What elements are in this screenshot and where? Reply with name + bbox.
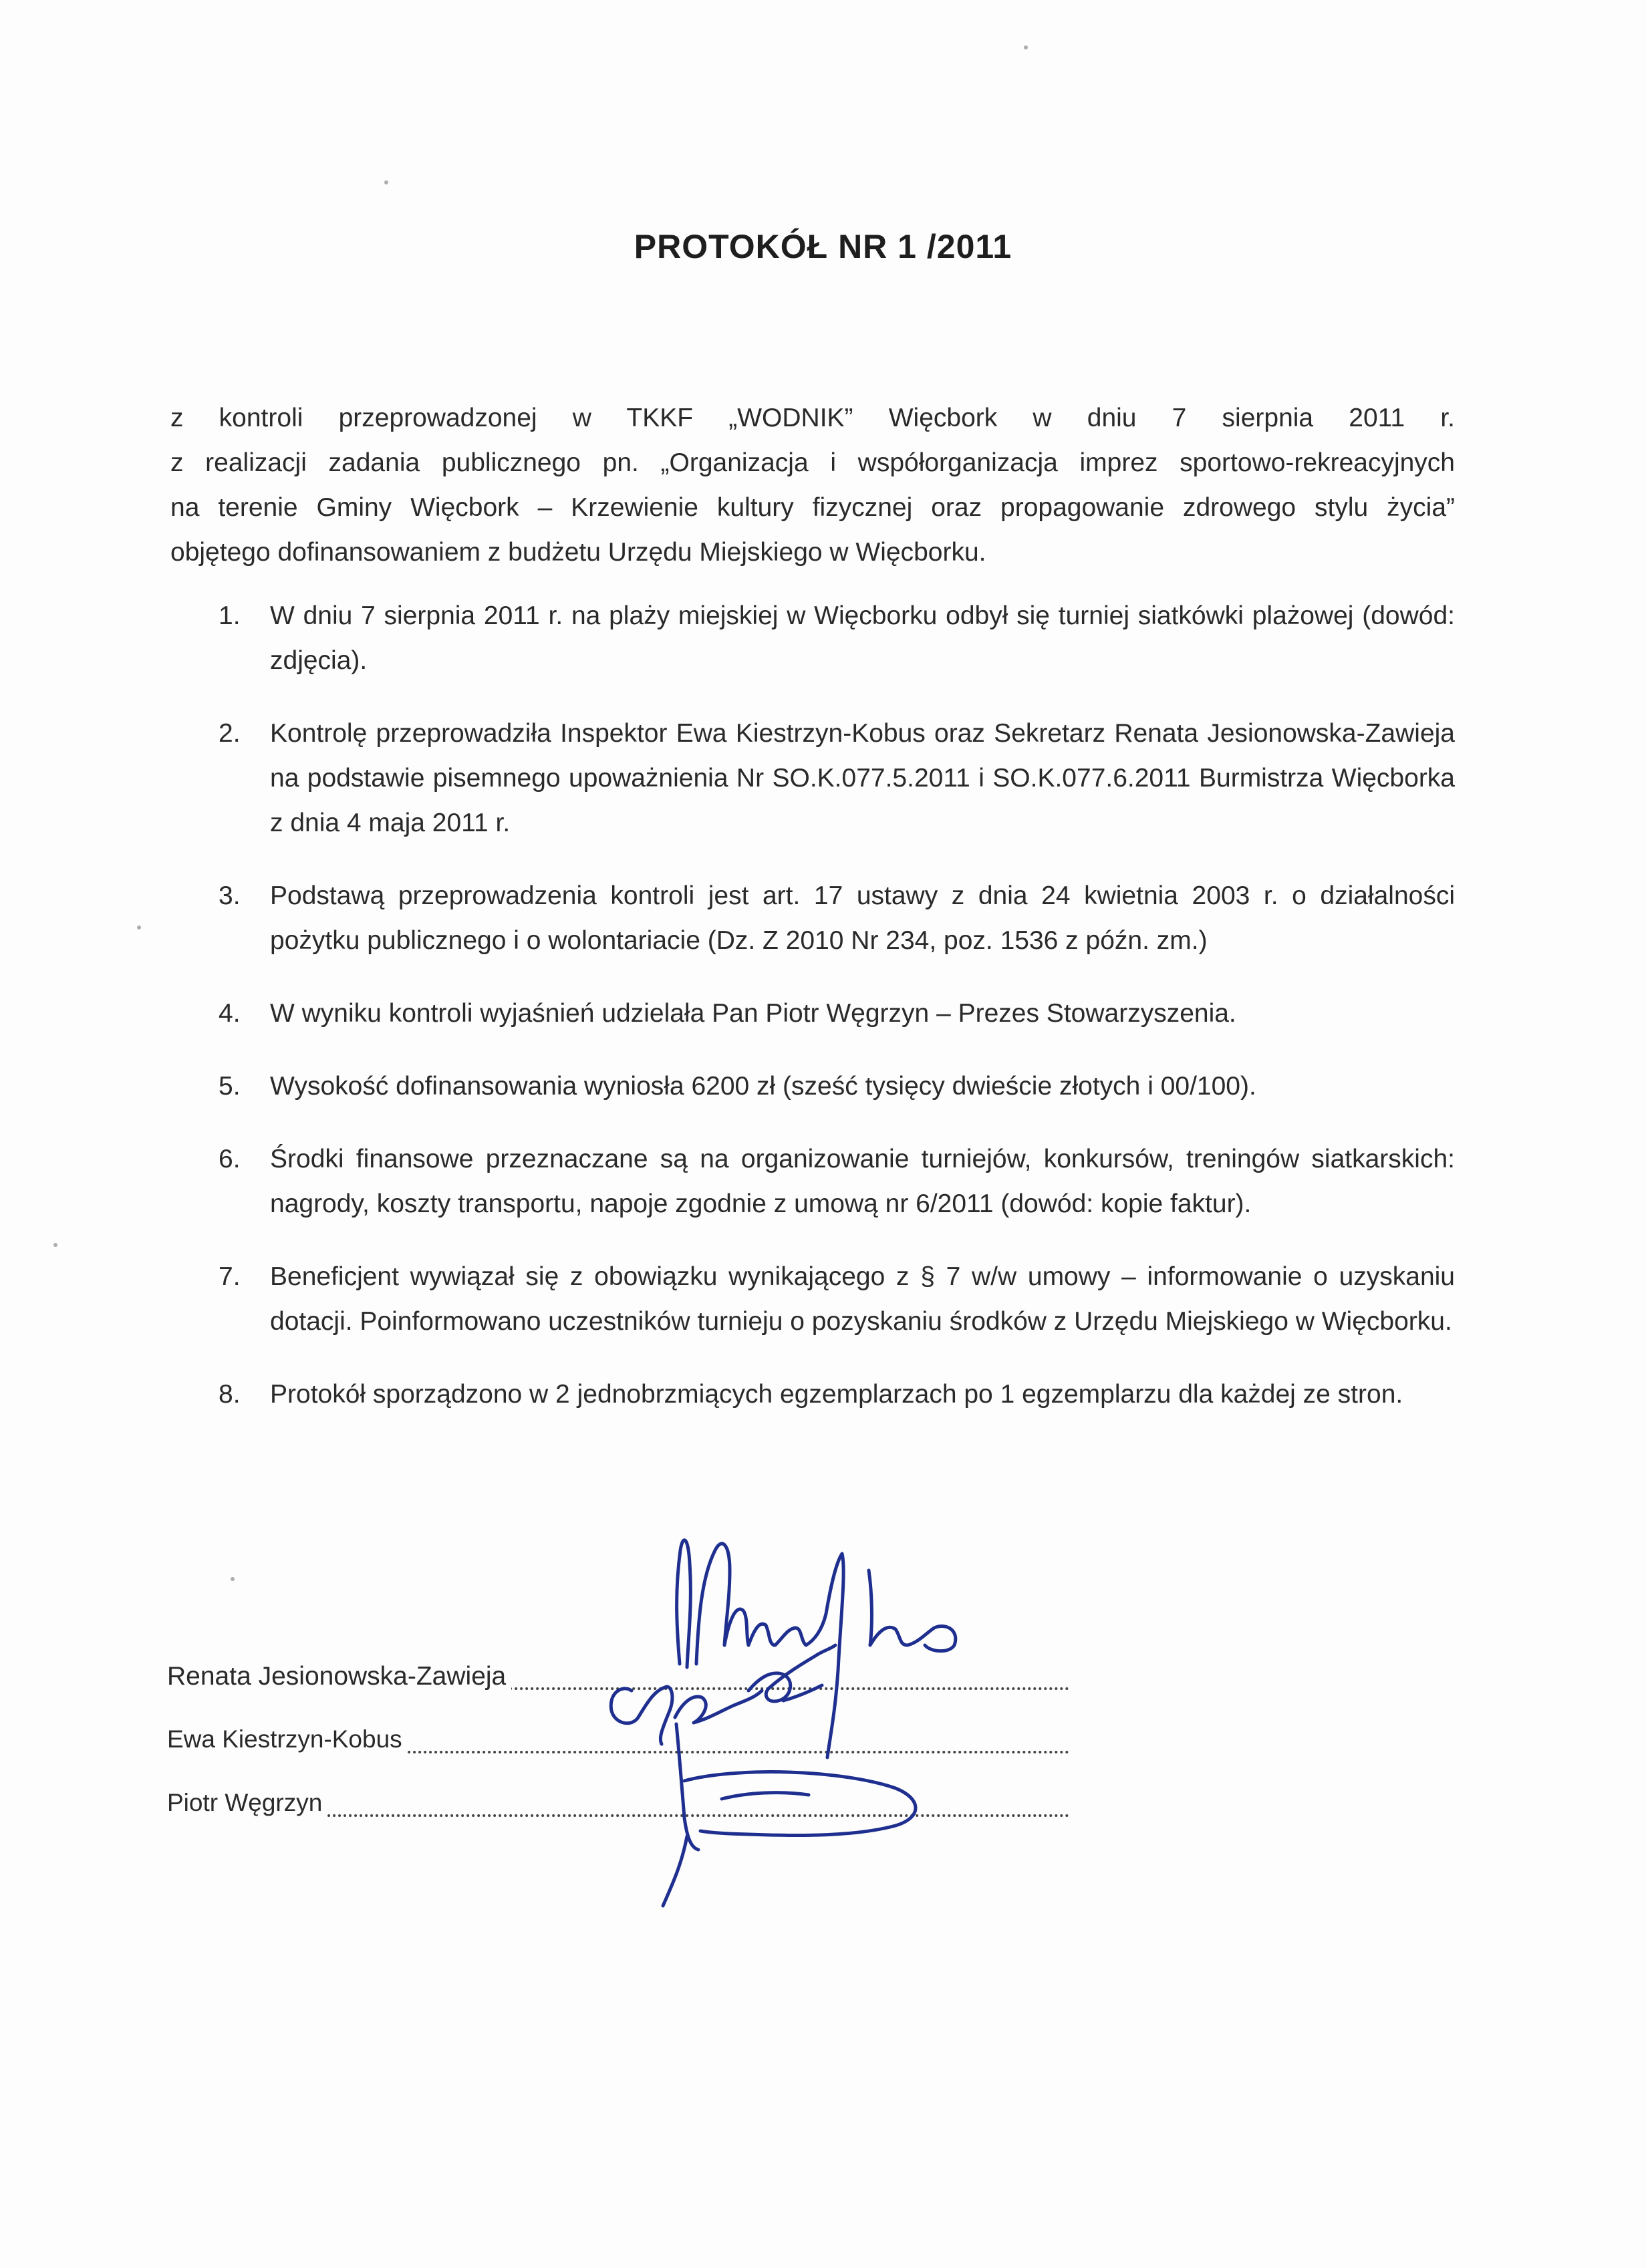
list-item xyxy=(170,1372,1455,1417)
scan-speck xyxy=(384,180,388,184)
list-item-text: Środki finansowe przeznaczane są na organizowanie turniejów, konkursów, treningów siatkarskich: nagrody, koszty transportu, napoje zgodnie z umową nr 6/2011 (dowód: kopie faktur). xyxy=(270,1145,1455,1218)
list-item xyxy=(170,593,1455,683)
intro-line: objętego dofinansowaniem z budżetu Urzędu Miejskiego w Więcborku. xyxy=(170,538,986,567)
signature-stroke xyxy=(611,1687,672,1744)
list-item-number: 5. xyxy=(219,1072,241,1101)
list-item-number: 4. xyxy=(219,999,241,1028)
list-item xyxy=(170,1064,1455,1109)
list-item xyxy=(170,873,1455,963)
signature-stroke xyxy=(696,1544,774,1664)
signatory-name: Renata Jesionowska-Zawieja xyxy=(167,1662,511,1691)
list-item-number: 7. xyxy=(219,1262,241,1291)
list-item xyxy=(170,711,1455,845)
signature-stroke xyxy=(869,1570,956,1651)
list-item-number: 2. xyxy=(219,719,241,748)
list-item-text: Beneficjent wywiązał się z obowiązku wynikającego z § 7 w/w umowy – informowanie o uzyskaniu dotacji. Poinformowano uczestników turnieju o pozyskaniu środków z Urzędu Miejskiego w Więcborku. xyxy=(270,1262,1455,1336)
signature-stroke xyxy=(775,1554,843,1757)
scan-speck xyxy=(1024,45,1028,49)
list-item-text: W dniu 7 sierpnia 2011 r. na plaży miejskiej w Więcborku odbył się turniej siatkówki plażowej (dowód: zdjęcia). xyxy=(270,601,1455,675)
list-item-text: Wysokość dofinansowania wyniosła 6200 zł (sześć tysięcy dwieście złotych i 00/100). xyxy=(270,1072,1256,1101)
intro-line: z kontroli przeprowadzonej w TKKF „WODNIK” Więcbork w dniu 7 sierpnia 2011 r. xyxy=(170,404,1455,432)
scan-speck xyxy=(137,926,141,930)
intro-paragraph xyxy=(170,396,1455,575)
handwritten-signatures xyxy=(521,1470,1069,1938)
list-item xyxy=(170,1137,1455,1226)
signatory-name: Ewa Kiestrzyn-Kobus xyxy=(167,1725,408,1753)
intro-line: na terenie Gminy Więcbork – Krzewienie kultury fizycznej oraz propagowanie zdrowego stylu życia” xyxy=(170,493,1455,522)
numbered-list xyxy=(170,593,1455,1445)
intro-line: z realizacji zadania publicznego pn. „Organizacja i współorganizacja imprez sportowo-rekreacyjnych xyxy=(170,448,1455,477)
signature-stroke xyxy=(675,1691,762,1723)
list-item-number: 1. xyxy=(219,601,241,630)
list-item-text: Kontrolę przeprowadziła Inspektor Ewa Kiestrzyn-Kobus oraz Sekretarz Renata Jesionowska-Zawieja na podstawie pisemnego upoważnienia Nr SO.K.077.5.2011 i SO.K.077.6.2011 Burmistrza Więcborka z dnia 4 maja 2011 r. xyxy=(270,719,1455,837)
signature-stroke xyxy=(684,1772,916,1836)
list-item-number: 6. xyxy=(219,1145,241,1173)
signature-stroke xyxy=(663,1836,687,1906)
list-item xyxy=(170,1254,1455,1344)
signature-stroke xyxy=(676,1724,698,1850)
signature-stroke xyxy=(722,1793,809,1799)
list-item-number: 8. xyxy=(219,1380,241,1409)
document-title: PROTOKÓŁ NR 1 /2011 xyxy=(634,228,1012,265)
signatory-name: Piotr Węgrzyn xyxy=(167,1789,327,1817)
list-item-text: W wyniku kontroli wyjaśnień udzielała Pan Piotr Węgrzyn – Prezes Stowarzyszenia. xyxy=(270,999,1236,1028)
scan-speck xyxy=(53,1243,57,1247)
signature-stroke xyxy=(677,1540,691,1667)
list-item-text: Podstawą przeprowadzenia kontroli jest art. 17 ustawy z dnia 24 kwietnia 2003 r. o działalności pożytku publicznego i o wolontariacie (Dz. Z 2010 Nr 234, poz. 1536 z późn. zm.) xyxy=(270,881,1455,955)
list-item xyxy=(170,991,1455,1036)
scan-speck xyxy=(231,1577,235,1581)
list-item-text: Protokół sporządzono w 2 jednobrzmiących egzemplarzach po 1 egzemplarzu dla każdej ze stron. xyxy=(270,1380,1403,1409)
list-item-number: 3. xyxy=(219,881,241,910)
